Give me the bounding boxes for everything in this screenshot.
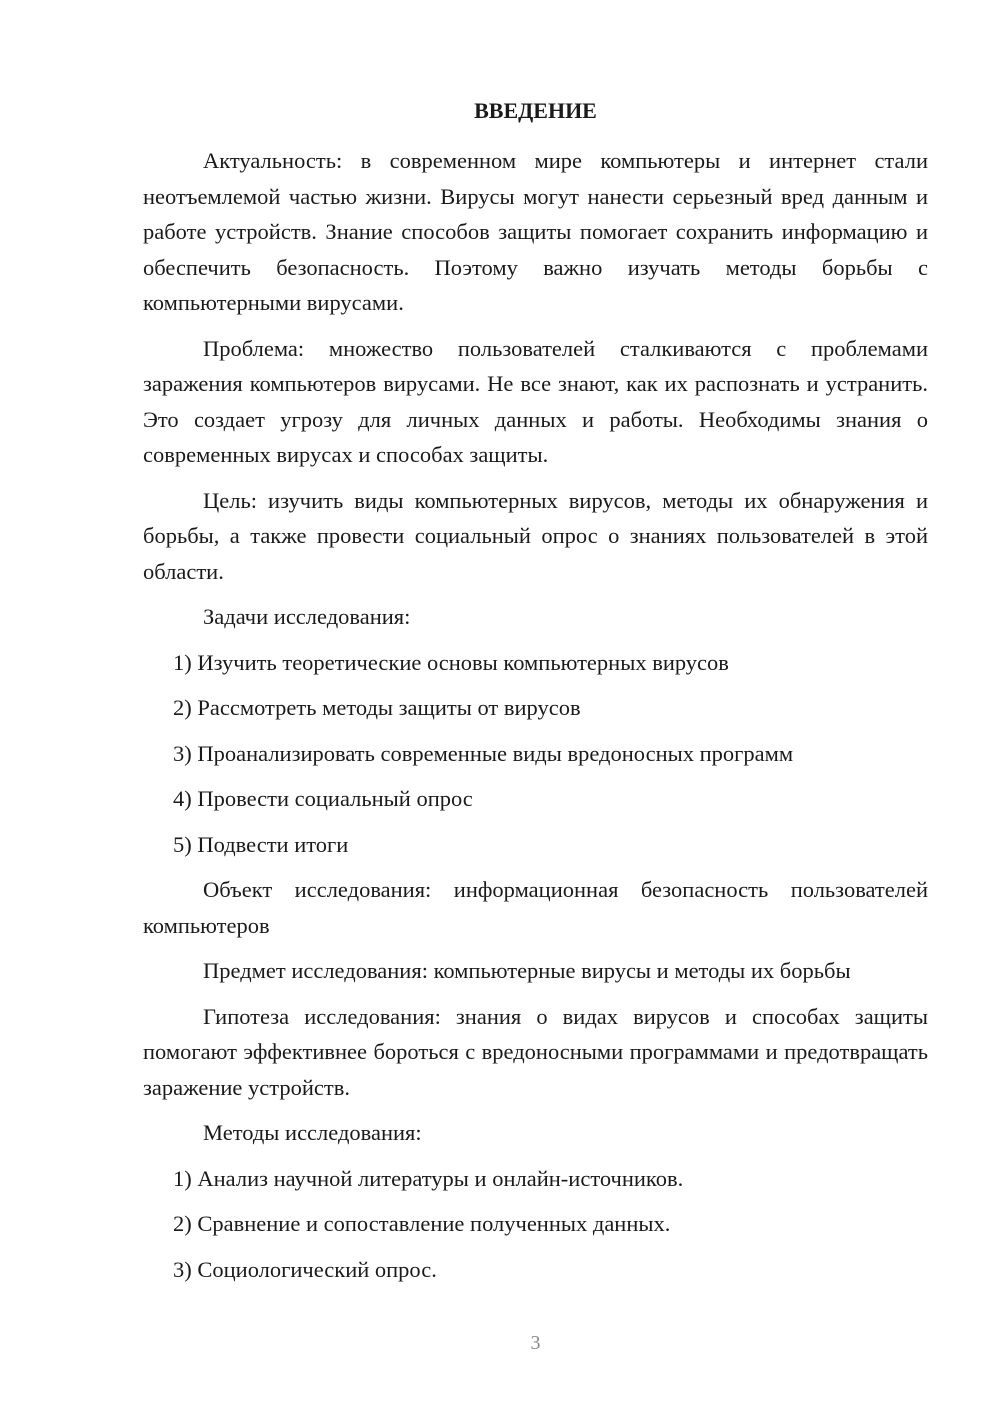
document-body [143,143,928,1297]
object-paragraph: Объект исследования: информационная безопасность пользователей компьютеров [143,877,928,938]
method-item: 2) Сравнение и сопоставление полученных данных. [173,1211,671,1236]
method-item: 1) Анализ научной литературы и онлайн-источников. [173,1165,684,1191]
page-number: 3 [530,1332,541,1354]
task-item: 5) Подвести итоги [173,831,349,857]
methods-heading: Методы исследования: [203,1120,422,1145]
goal-paragraph: Цель: изучить виды компьютерных вирусов, методы их обнаружения и борьбы, а также провести социальный опрос о знаниях пользователей в этой области. [143,487,928,584]
subject-paragraph: Предмет исследования: компьютерные вирусы и методы их борьбы [203,958,851,983]
task-item: 4) Провести социальный опрос [173,786,473,811]
relevance-paragraph: Актуальность: в современном мире компьютеры и интернет стали неотъемлемой частью жизни. Вирусы могут нанести серьезный вред данным и работе устройств. Знание способов защиты помогает сохранить информацию и обеспечить безопасность. Поэтому важно изучать методы борьбы с компьютерными вирусами. [143,148,928,315]
task-item: 2) Рассмотреть методы защиты от вирусов [173,695,581,720]
method-item: 3) Социологический опрос. [173,1256,437,1282]
document-page [143,0,928,1414]
problem-paragraph: Проблема: множество пользователей сталкиваются с проблемами заражения компьютеров вирусами. Не все знают, как их распознать и устранить. Это создает угрозу для личных данных и работы. Необходимы знания о современных вирусах и способах защиты. [143,335,928,467]
task-item: 3) Проанализировать современные виды вредоносных программ [173,740,794,766]
page-title: ВВЕДЕНИЕ [474,98,597,123]
hypothesis-paragraph: Гипотеза исследования: знания о видах вирусов и способах защиты помогают эффективнее бороться с вредоносными программами и предотвращать заражение устройств. [143,1003,928,1100]
task-item: 1) Изучить теоретические основы компьютерных вирусов [173,649,729,675]
tasks-heading: Задачи исследования: [203,604,411,629]
